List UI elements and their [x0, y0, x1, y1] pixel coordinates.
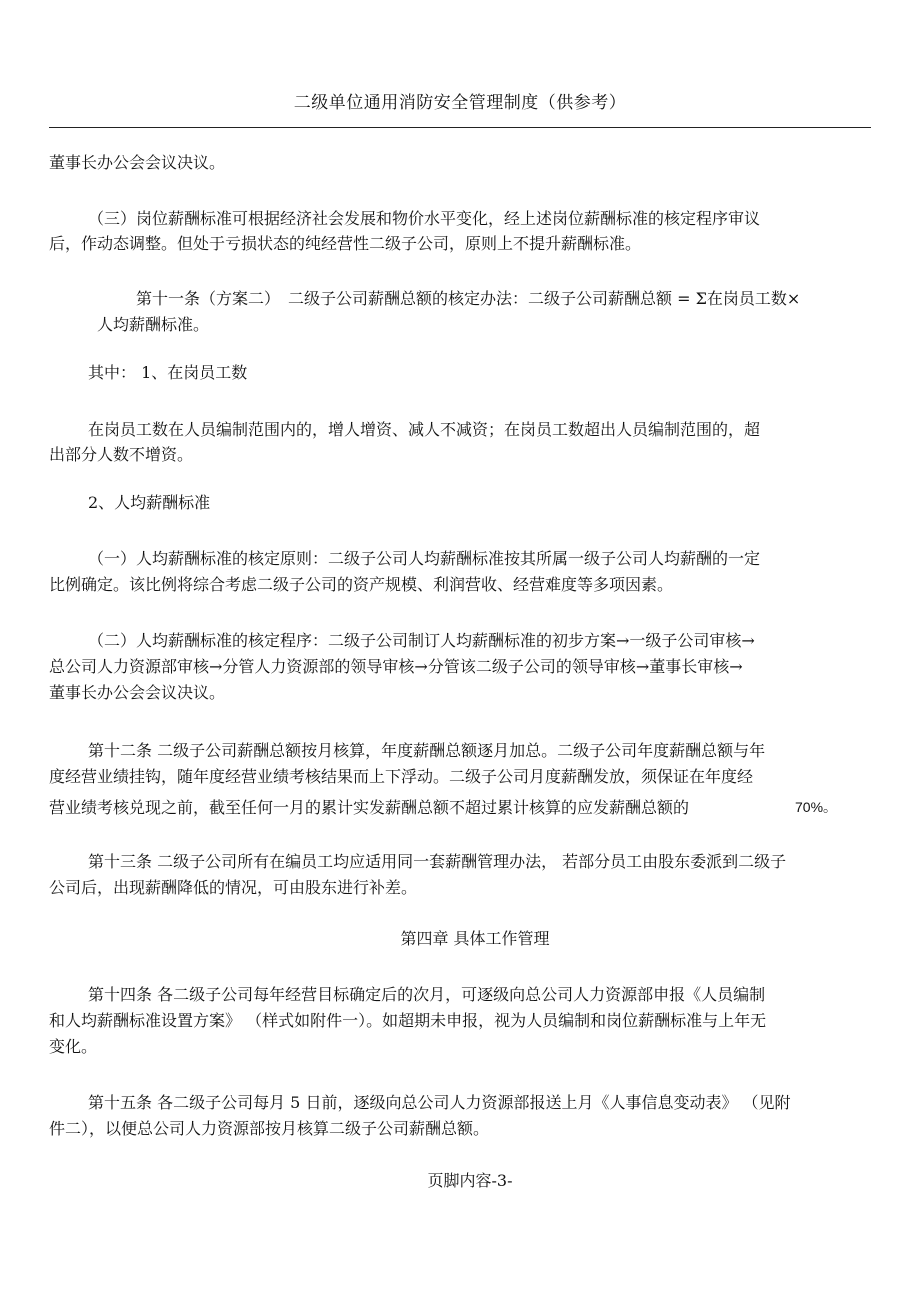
paragraph-line: 董事长办公会会议决议。: [49, 153, 226, 172]
percentage-value: 70%。: [795, 799, 838, 815]
paragraph-line: 在岗员工数在人员编制范围内的，增人增资、减人不减资；在岗员工数超出人员编制范围的，超: [88, 420, 761, 439]
paragraph-line: （二）人均薪酬标准的核定程序：二级子公司制订人均薪酬标准的初步方案→一级子公司审核→: [88, 631, 755, 650]
paragraph-line: 比例确定。该比例将综合考虑二级子公司的资产规模、利润营收、经营难度等多项因素。: [49, 575, 674, 594]
paragraph-line: 后，作动态调整。但处于亏损状态的纯经营性二级子公司，原则上不提升薪酬标准。: [49, 234, 642, 253]
article-14-line: 第十四条 各二级子公司每年经营目标确定后的次月，可逐级向总公司人力资源部申报《人员编制: [88, 985, 766, 1004]
article-12-line: 第十二条 二级子公司薪酬总额按月核算，年度薪酬总额逐月加总。二级子公司年度薪酬总额与年: [88, 741, 766, 760]
article-14-line: 和人均薪酬标准设置方案》 （样式如附件一）。如超期未申报，视为人员编制和岗位薪酬标准与上年无: [49, 1011, 767, 1030]
article-11-line: 第十一条（方案二） 二级子公司薪酬总额的核定办法：二级子公司薪酬总额 = Σ在岗员工数×: [136, 289, 801, 308]
article-15-line: 第十五条 各二级子公司每月 5 日前，逐级向总公司人力资源部报送上月《人事信息变动表》 （见附: [88, 1093, 791, 1112]
article-12-line: 度经营业绩挂钩，随年度经营业绩考核结果而上下浮动。二级子公司月度薪酬发放，须保证在年度经: [49, 767, 754, 786]
article-13-line: 公司后，出现薪酬降低的情况，可由股东进行补差。: [49, 878, 418, 897]
paragraph-line: 其中： 1、在岗员工数: [88, 363, 248, 382]
chapter-heading: 第四章 具体工作管理: [400, 929, 550, 948]
paragraph-line: 董事长办公会会议决议。: [49, 683, 226, 702]
article-15-line: 件二），以便总公司人力资源部按月核算二级子公司薪酬总额。: [49, 1119, 490, 1138]
paragraph-line: 出部分人数不增资。: [49, 445, 194, 464]
article-11-line: 人均薪酬标准。: [97, 315, 210, 334]
article-13-line: 第十三条 二级子公司所有在编员工均应适用同一套薪酬管理办法， 若部分员工由股东委派到二级子: [88, 852, 787, 871]
header-divider: [49, 127, 871, 128]
paragraph-line: （三）岗位薪酬标准可根据经济社会发展和物价水平变化，经上述岗位薪酬标准的核定程序审议: [88, 209, 761, 228]
section-heading: 2、人均薪酬标准: [88, 493, 211, 512]
article-12-line: 营业绩考核兑现之前，截至任何一月的累计实发薪酬总额不超过累计核算的应发薪酬总额的: [49, 798, 690, 817]
page-header-title: 二级单位通用消防安全管理制度（供参考）: [293, 93, 627, 113]
page-footer: 页脚内容-3-: [427, 1171, 513, 1190]
paragraph-line: 总公司人力资源部审核→分管人力资源部的领导审核→分管该二级子公司的领导审核→董事长审核→: [49, 657, 743, 676]
paragraph-line: （一）人均薪酬标准的核定原则：二级子公司人均薪酬标准按其所属一级子公司人均薪酬的一定: [88, 549, 761, 568]
article-14-line: 变化。: [49, 1037, 98, 1056]
